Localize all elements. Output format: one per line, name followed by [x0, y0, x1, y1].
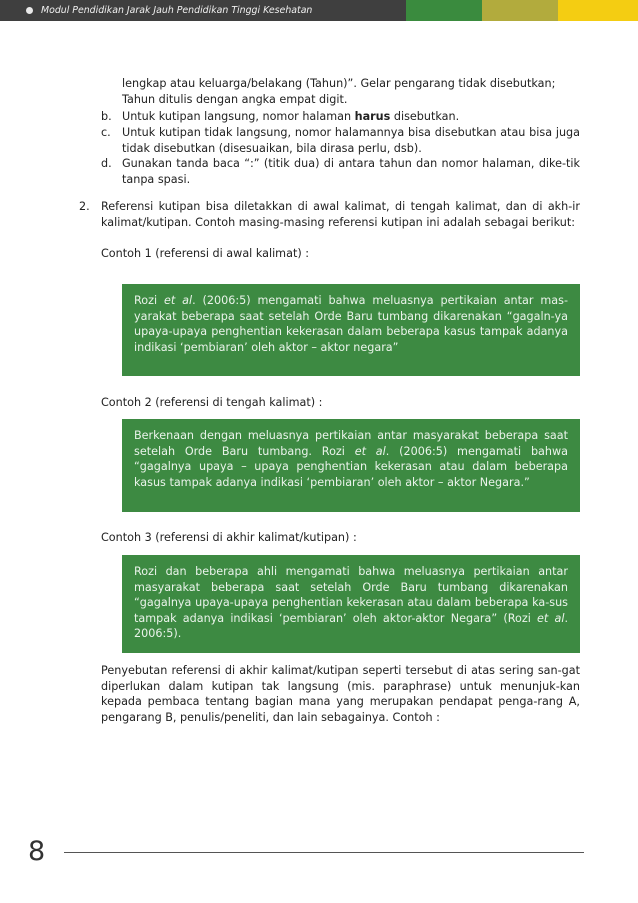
page-header [0, 0, 638, 21]
list-item-2: Referensi kutipan bisa diletakkan di awal kalimat, di tengah kalimat, dan di akh-ir kalimat/kutipan. Contoh masing-masing referensi kutipan ini adalah sebagai berikut: [101, 200, 580, 229]
list-item-b-text-pre: Untuk kutipan langsung, nomor halaman [122, 110, 355, 123]
example-3-text-b: . 2006:5). [134, 611, 568, 641]
list-item-b-text-post: disebutkan. [390, 110, 460, 123]
header-title-bar [0, 0, 406, 21]
example-1-text-b: . (2006:5) mengamati bahwa meluasnya pertikaian antar mas-yarakat beberapa saat setelah Orde Baru tumbang dikarenakan “gagaln-ya upaya-upaya penghentian kekerasan dalam beberapa kasus tampak adanya indikasi ‘pembiaran’ oleh aktor – aktor negara” [134, 294, 568, 354]
list-marker-b: b. [101, 110, 112, 123]
list-item-d: Gunakan tanda baca “:” (titik dua) di antara tahun dan nomor halaman, dike-tik tanpa spasi. [122, 157, 580, 186]
continued-line-2: Tahun ditulis dengan angka empat digit. [122, 93, 348, 106]
example-2-label: Contoh 2 (referensi di tengah kalimat) : [101, 396, 323, 409]
example-3-text-a: Rozi dan beberapa ahli mengamati bahwa meluasnya pertikaian antar masyarakat beberapa saat setelah Orde Baru tumbang dikarenakan “gagalnya upaya-upaya penghentian kekerasan atau dalam beberapa ka-sus tampak adanya indikasi ‘pembiaran’ oleh aktor-aktor Negara” (Rozi [134, 565, 568, 625]
example-3-et-al: et al [537, 611, 565, 625]
example-2-text-a: Berkenaan dengan meluasnya pertikaian antar masyarakat beberapa saat setelah Orde Baru tumbang. Rozi [134, 429, 568, 458]
list-item-b-emphasis: harus [354, 110, 391, 123]
closing-paragraph: Penyebutan referensi di akhir kalimat/kutipan seperti tersebut di atas sering san-gat diperlukan dalam kutipan tak langsung (mis. paraphrase) untuk menunjuk-kan kepada pembaca tentang bagian mana yang merupakan pendapat penga-rang A, pengarang B, penulis/peneliti, dan lain sebagainya. Contoh : [101, 664, 580, 724]
example-2-quote-box [122, 419, 580, 512]
example-1-label: Contoh 1 (referensi di awal kalimat) : [101, 247, 310, 260]
list-marker-c: c. [101, 126, 111, 139]
list-item-c: Untuk kutipan tidak langsung, nomor halamannya bisa disebutkan atau bisa juga tidak disebutkan (disesuaikan, bila dirasa perlu, dsb). [122, 126, 580, 155]
example-1-et-al: et al [163, 294, 193, 307]
list-item-b [122, 109, 459, 125]
example-1-text-a: Rozi [134, 294, 164, 307]
example-2-text-b: . (2006:5) mengamati bahwa “gagalnya upaya – upaya penghentian kekerasan atau dalam beberapa kasus tampak adanya indikasi ‘pembiaran’ oleh aktor – aktor Negara.” [134, 444, 569, 489]
header-color-block-olive [482, 0, 558, 21]
example-3-label: Contoh 3 (referensi di akhir kalimat/kutipan) : [101, 531, 357, 544]
bullet-dot-icon [26, 7, 33, 14]
continued-line-1: lengkap atau keluarga/belakang (Tahun)”. Gelar pengarang tidak disebutkan; [122, 77, 556, 90]
example-2-et-al: et al [354, 444, 386, 458]
example-3-quote-box [122, 555, 580, 653]
header-color-block-yellow [558, 0, 638, 21]
example-1-quote-box [122, 284, 580, 376]
list-marker-2: 2. [79, 200, 90, 213]
page-number: 8 [28, 836, 46, 867]
header-color-block-green [406, 0, 482, 21]
list-marker-d: d. [101, 157, 112, 170]
header-title: Modul Pendidikan Jarak Jauh Pendidikan Tinggi Kesehatan [41, 5, 313, 16]
footer-divider [64, 852, 584, 853]
